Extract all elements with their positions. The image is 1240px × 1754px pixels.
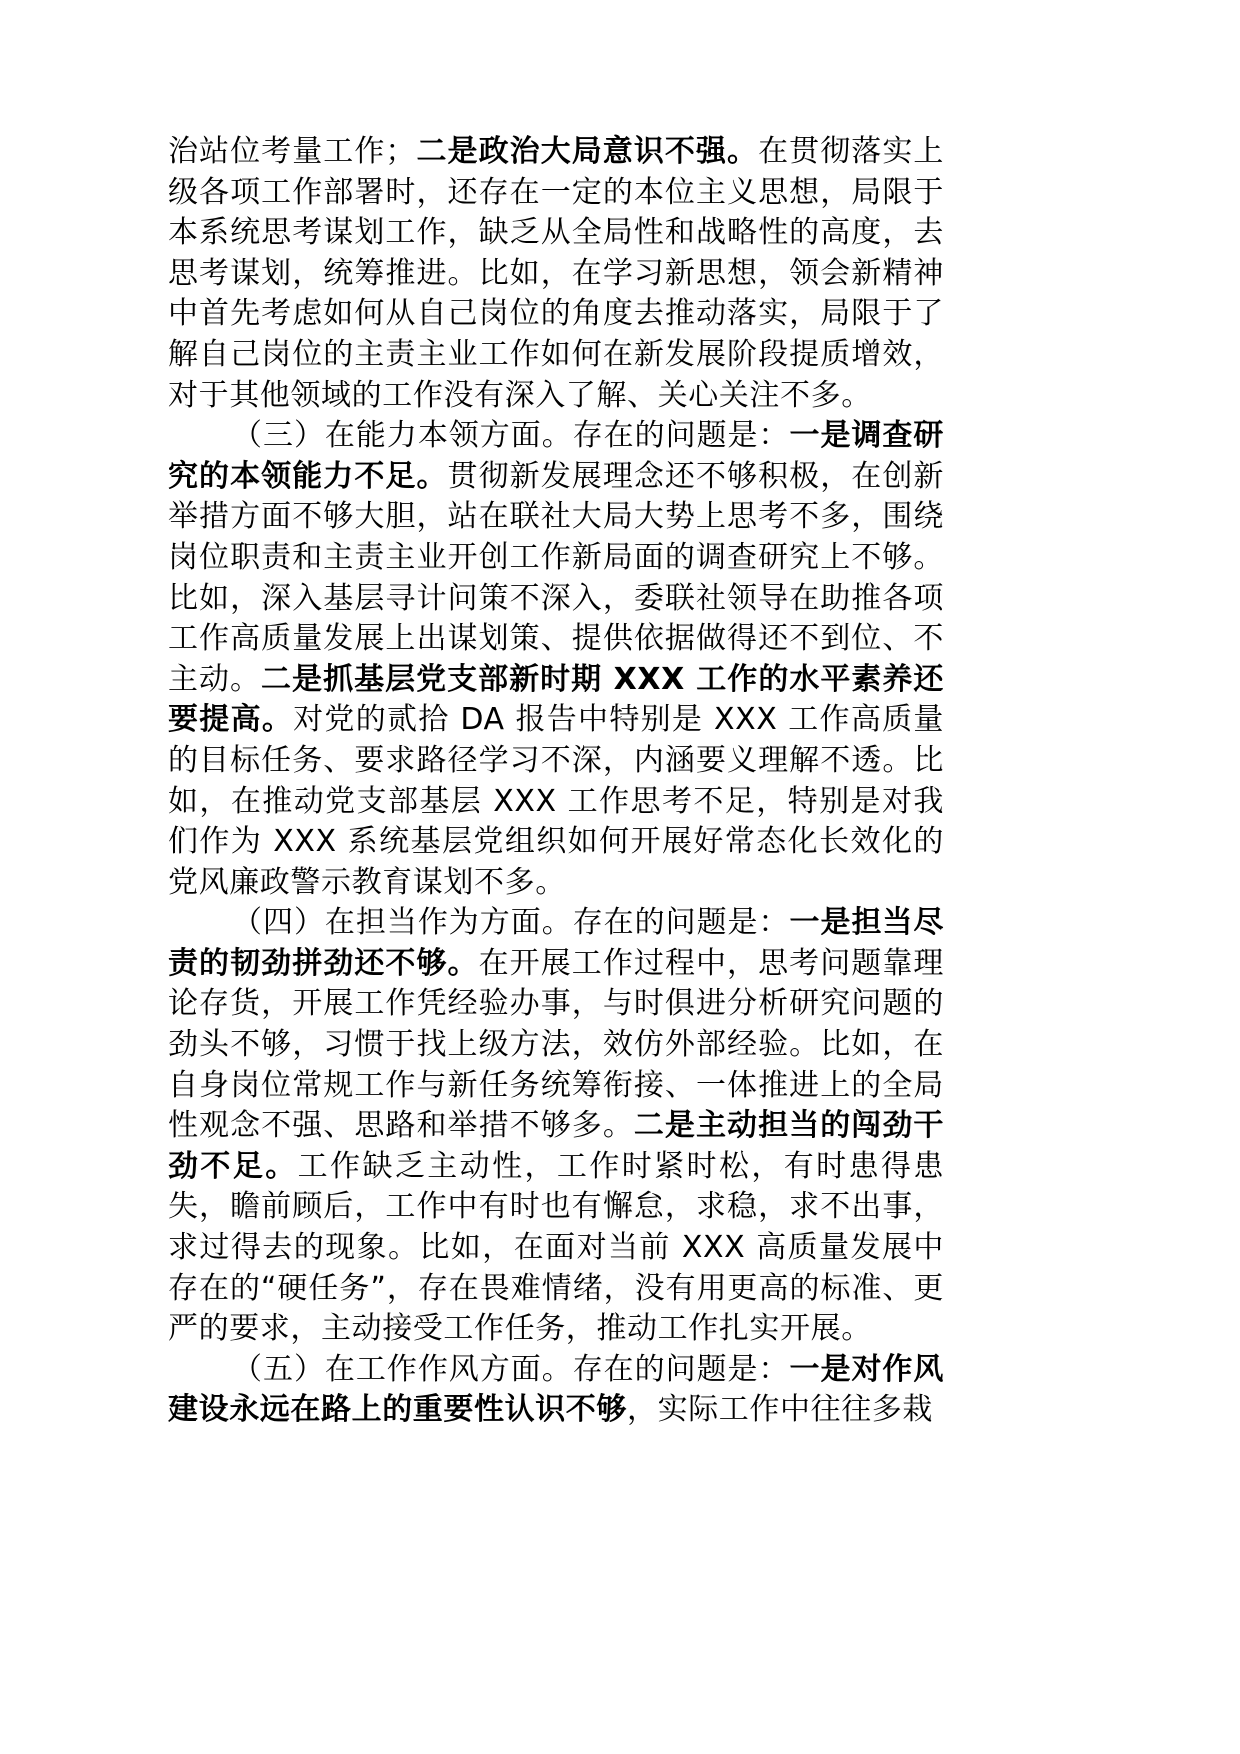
- bold-heading-text: 二是抓基层党支部新时期 XXX 工作的水平素养还要提高。: [168, 661, 944, 738]
- paragraph: [168, 416, 944, 903]
- body-text: 治站位考量工作；: [168, 134, 416, 169]
- paragraph: [168, 903, 944, 1350]
- bold-heading-text: 一是担当尽责的韧劲拼劲还不够。: [168, 905, 944, 981]
- body-text: （四）在担当作为方面。存在的问题是：: [232, 905, 790, 941]
- body-text: （三）在能力本领方面。存在的问题是：: [232, 418, 790, 454]
- body-text: 在开展工作过程中，思考问题靠理论存货，开展工作凭经验办事，与时俱进分析研究问题的劲头不够，习惯于找上级方法，效仿外部经验。比如，在自身岗位常规工作与新任务统筹衔接、一体推进上的全局性观念不强、思路和举措不够多。: [168, 945, 945, 1144]
- document-body: [168, 132, 944, 1431]
- bold-heading-text: 一是对作风建设永远在路上的重要性认识不够: [168, 1351, 944, 1428]
- body-text: ，实际工作中往往多栽: [627, 1392, 933, 1428]
- paragraph: [168, 132, 944, 416]
- body-text: 对党的贰拾 DA 报告中特别是 XXX 工作高质量的目标任务、要求路径学习不深，内涵要义理解不透。比如，在推动党支部基层 XXX 工作思考不足，特别是对我们作为 XXX 系统基层党组织如何开展好常态化长效化的党风廉政警示教育谋划不多。: [168, 702, 944, 900]
- paragraph: [168, 1350, 944, 1431]
- body-text: 工作缺乏主动性，工作时紧时松，有时患得患失，瞻前顾后，工作中有时也有懈怠，求稳，求不出事，求过得去的现象。比如，在面对当前 XXX 高质量发展中存在的“硬任务”，存在畏难情绪，没有用更高的标准、更严的要求，主动接受工作任务，推动工作扎实开展。: [168, 1148, 944, 1347]
- bold-heading-text: 二是主动担当的闯劲干劲不足。: [168, 1108, 944, 1184]
- body-text: 贯彻新发展理念还不够积极，在创新举措方面不够大胆，站在联社大局大势上思考不多，围绕岗位职责和主责主业开创工作新局面的调查研究上不够。比如，深入基层寻计问策不深入，委联社领导在助推各项工作高质量发展上出谋划策、提供依据做得还不到位、不主动。: [168, 458, 944, 697]
- bold-heading-text: 二是政治大局意识不强。: [416, 134, 759, 169]
- body-text: （五）在工作作风方面。存在的问题是：: [232, 1351, 790, 1387]
- bold-heading-text: 一是调查研究的本领能力不足。: [168, 418, 944, 494]
- body-text: 在贯彻落实上级各项工作部署时，还存在一定的本位主义思想，局限于本系统思考谋划工作，缺乏从全局性和战略性的高度，去思考谋划，统筹推进。比如，在学习新思想，领会新精神中首先考虑如何从自己岗位的角度去推动落实，局限于了解自己岗位的主责主业工作如何在新发展阶段提质增效，对于其他领域的工作没有深入了解、关心关注不多。: [168, 134, 944, 413]
